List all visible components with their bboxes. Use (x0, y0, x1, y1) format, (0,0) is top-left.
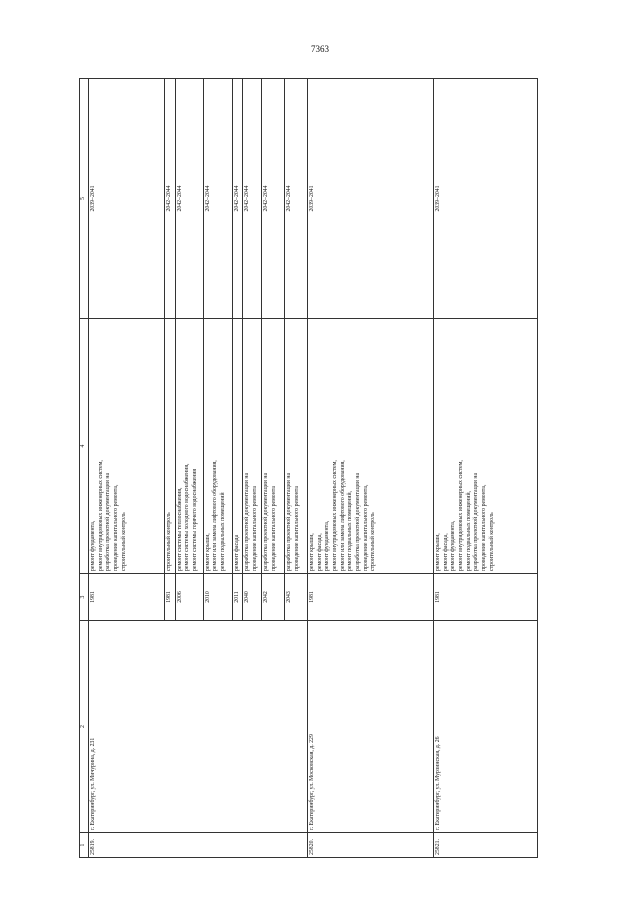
work-line: ремонт системы холодного водоснабжения, (184, 463, 191, 571)
work-line: проведение капитального ремонта (252, 486, 259, 571)
work-line: разработка проектной документации на (285, 472, 292, 571)
work-line: ремонт или замена лифтового оборудования, (212, 460, 219, 571)
work-line: ремонт подвальных помещений, (347, 491, 354, 571)
work-line: ремонт или замена лифтового оборудования, (339, 460, 346, 571)
table-area (79, 79, 566, 858)
year-cell: 2042 (261, 574, 284, 621)
work-line: ремонт подвальных помещений, (465, 491, 472, 571)
work-type-cell (165, 319, 176, 574)
work-type-cell (243, 319, 261, 574)
period-cell: 2039–2041 (89, 79, 165, 319)
year-cell: 2010 (203, 574, 232, 621)
work-type-cell (175, 319, 203, 574)
work-line: ремонт внутридомовых инженерных систем, (97, 460, 104, 571)
year-cell: 1981 (433, 574, 537, 621)
year-cell: 2006 (175, 574, 203, 621)
column-number-row (80, 79, 89, 858)
work-line: ремонт фундамента, (90, 520, 96, 571)
address-cell: г. Екатеринбург, ул. Мурзинская, д. 26 (433, 621, 537, 833)
work-type-cell (261, 319, 284, 574)
table-row (89, 79, 165, 858)
row-number: 25820. (307, 833, 433, 858)
row-number: 25819. (89, 833, 308, 858)
row-number: 25821. (433, 833, 537, 858)
work-type-cell (203, 319, 232, 574)
work-line: проведение капитального ремонта (293, 486, 300, 571)
work-line: строительный контроль (370, 512, 377, 571)
work-type-cell (284, 319, 307, 574)
capital-repair-table (79, 78, 538, 858)
work-line: разработка проектной документации на (244, 472, 251, 571)
page-number: 7363 (311, 44, 329, 54)
period-cell: 2042–2044 (165, 79, 176, 319)
work-line: ремонт внутридомовых инженерных систем, (331, 460, 338, 571)
table-row (433, 79, 537, 858)
work-type-cell (232, 319, 243, 574)
work-line: разработка проектной документации на (473, 472, 480, 571)
work-type-cell (89, 319, 165, 574)
year-cell: 1981 (165, 574, 176, 621)
work-line: проведение капитального ремонта, (113, 484, 120, 571)
work-line: разработка проектной документации на (262, 472, 269, 571)
work-line: строительный контроль (166, 512, 172, 571)
col-num-2: 2 (80, 621, 89, 833)
period-cell: 2042–2044 (284, 79, 307, 319)
address-cell: г. Екатеринбург, ул. Мичурина, д. 231 (89, 621, 308, 833)
work-line: ремонт подвальных помещений (220, 492, 227, 571)
period-cell: 2042–2044 (261, 79, 284, 319)
table-row (307, 79, 433, 858)
col-num-3: 3 (80, 574, 89, 621)
work-line: ремонт крыши, (434, 533, 441, 571)
work-line: проведение капитального ремонта (270, 486, 277, 571)
work-type-cell (433, 319, 537, 574)
year-cell: 1981 (89, 574, 165, 621)
work-line: ремонт крыши, (204, 533, 211, 571)
work-type-cell (307, 319, 433, 574)
work-line: ремонт внутридомовых инженерных систем, (457, 460, 464, 571)
work-line: ремонт фасада (233, 534, 240, 571)
col-num-4: 4 (80, 319, 89, 574)
period-cell: 2042–2044 (175, 79, 203, 319)
period-cell: 2039–2041 (307, 79, 433, 319)
work-line: разработка проектной документации на (355, 472, 362, 571)
col-num-5: 5 (80, 79, 89, 319)
work-line: ремонт системы теплоснабжения, (176, 487, 183, 571)
work-line: строительный контроль (120, 512, 127, 571)
col-num-1: 1 (80, 833, 89, 858)
period-cell: 2039–2041 (433, 79, 537, 319)
rotated-table-wrapper (79, 79, 566, 858)
work-line: строительный контроль (488, 512, 495, 571)
period-cell: 2042–2044 (203, 79, 232, 319)
period-cell: 2042–2044 (243, 79, 261, 319)
period-cell: 2042–2044 (232, 79, 243, 319)
work-line: ремонт фасада, (442, 533, 449, 571)
work-line: разработка проектной документации на (105, 472, 112, 571)
year-cell: 2040 (243, 574, 261, 621)
year-cell: 2011 (232, 574, 243, 621)
work-line: проведение капитального ремонта, (362, 484, 369, 571)
work-line: ремонт системы горячего водоснабжения (192, 468, 199, 571)
year-cell: 1981 (307, 574, 433, 621)
work-line: ремонт крыши, (308, 533, 315, 571)
work-line: ремонт фасада, (316, 533, 323, 571)
work-line: ремонт фундамента, (324, 520, 331, 571)
year-cell: 2043 (284, 574, 307, 621)
work-line: ремонт фундамента, (450, 520, 457, 571)
address-cell: г. Екатеринбург, ул. Московская, д. 229 (307, 621, 433, 833)
work-line: проведение капитального ремонта, (481, 484, 488, 571)
